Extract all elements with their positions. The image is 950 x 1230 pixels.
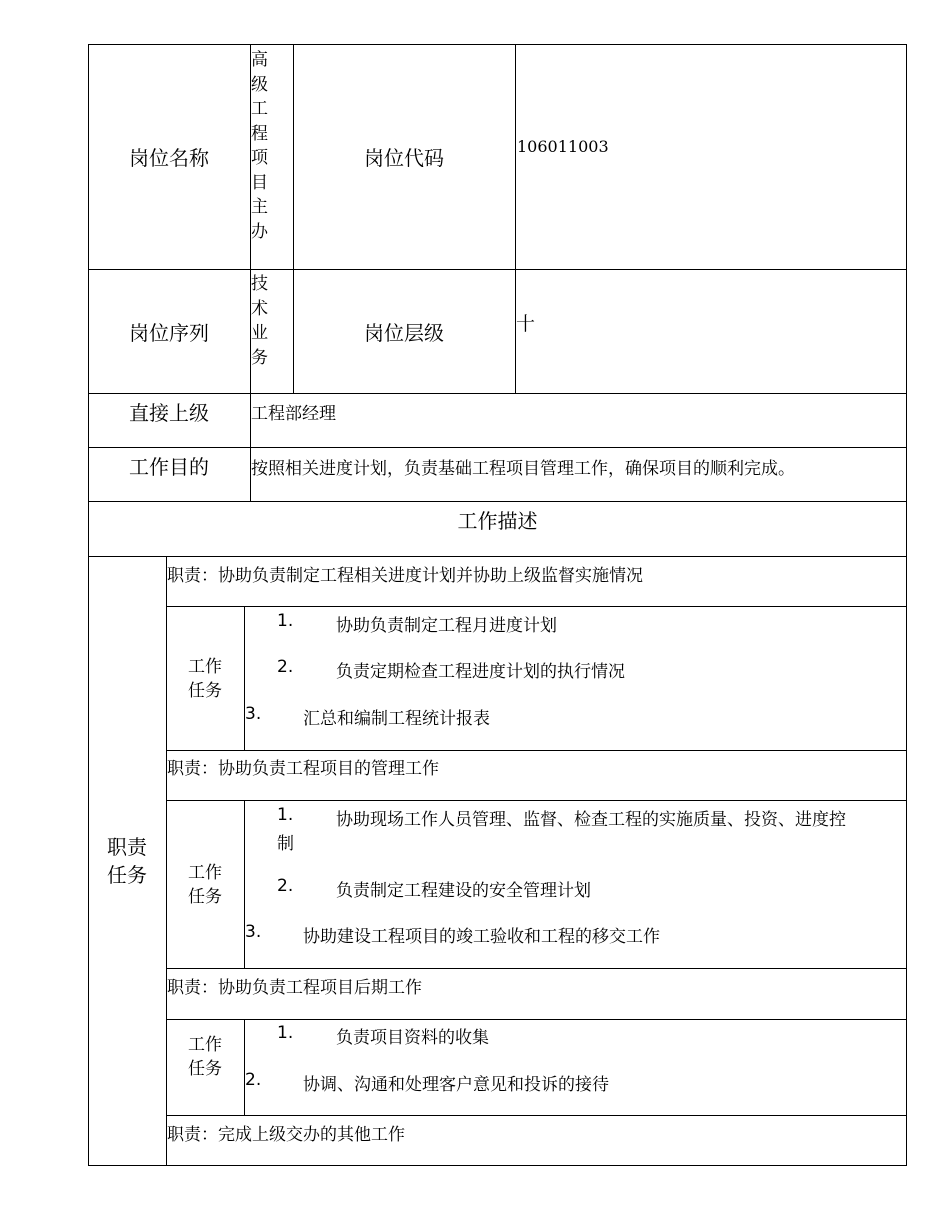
duties-label: 职责任务 (107, 835, 147, 887)
task-text: 负责定期检查工程进度计划的执行情况 (336, 662, 625, 682)
duty-title: 职责：协助负责工程项目的管理工作 (167, 759, 439, 779)
row-divider (166, 800, 907, 801)
description-title: 工作描述 (457, 508, 538, 533)
task-text: 协助负责制定工程月进度计划 (336, 616, 557, 636)
supervisor-label: 直接上级 (129, 400, 209, 425)
level-value: 十 (516, 313, 536, 335)
task-text: 汇总和编制工程统计报表 (303, 709, 490, 729)
duty-title: 职责：完成上级交办的其他工作 (167, 1125, 405, 1145)
row-divider (166, 750, 907, 751)
column-divider (244, 800, 245, 969)
task-text-continued: 制 (277, 834, 294, 854)
task-number: 1. (277, 805, 294, 825)
position-name-value: 高级工程项目主办 (251, 50, 268, 242)
task-label: 工作任务 (188, 656, 222, 701)
task-text: 协调、沟通和处理客户意见和投诉的接待 (303, 1075, 609, 1095)
task-number: 1. (277, 1023, 294, 1043)
task-number: 1. (277, 611, 294, 631)
row-divider (166, 968, 907, 969)
column-divider (515, 44, 516, 394)
table-border-bottom (88, 1165, 907, 1166)
position-name-label: 岗位名称 (129, 146, 209, 170)
column-divider (244, 1019, 245, 1116)
table-border-right (906, 44, 907, 1166)
task-text: 负责项目资料的收集 (336, 1028, 489, 1048)
column-divider (244, 606, 245, 751)
duty-title: 职责：协助负责制定工程相关进度计划并协助上级监督实施情况 (167, 566, 643, 586)
duty-title: 职责：协助负责工程项目后期工作 (167, 978, 422, 998)
sequence-value: 技术业务 (251, 274, 268, 368)
task-label: 工作任务 (188, 1035, 222, 1079)
supervisor-value: 工程部经理 (251, 404, 336, 424)
position-code-label: 岗位代码 (364, 146, 444, 170)
row-divider (166, 606, 907, 607)
task-text: 协助建设工程项目的竣工验收和工程的移交工作 (303, 927, 660, 947)
sequence-label: 岗位序列 (129, 320, 209, 345)
position-code-value: 106011003 (517, 137, 609, 156)
task-text: 协助现场工作人员管理、监督、检查工程的实施质量、投资、进度控 (336, 810, 846, 830)
task-number: 2. (277, 876, 294, 896)
task-number: 3. (245, 922, 262, 942)
purpose-label: 工作目的 (129, 454, 209, 479)
level-label: 岗位层级 (364, 320, 444, 345)
task-number: 3. (245, 704, 262, 724)
row-divider (88, 556, 907, 557)
task-number: 2. (245, 1070, 262, 1090)
row-divider (166, 1019, 907, 1020)
task-number: 2. (277, 657, 294, 677)
task-label: 工作任务 (188, 862, 222, 907)
purpose-value: 按照相关进度计划，负责基础工程项目管理工作，确保项目的顺利完成。 (251, 459, 795, 479)
row-divider (166, 1115, 907, 1116)
task-text: 负责制定工程建设的安全管理计划 (336, 881, 591, 901)
